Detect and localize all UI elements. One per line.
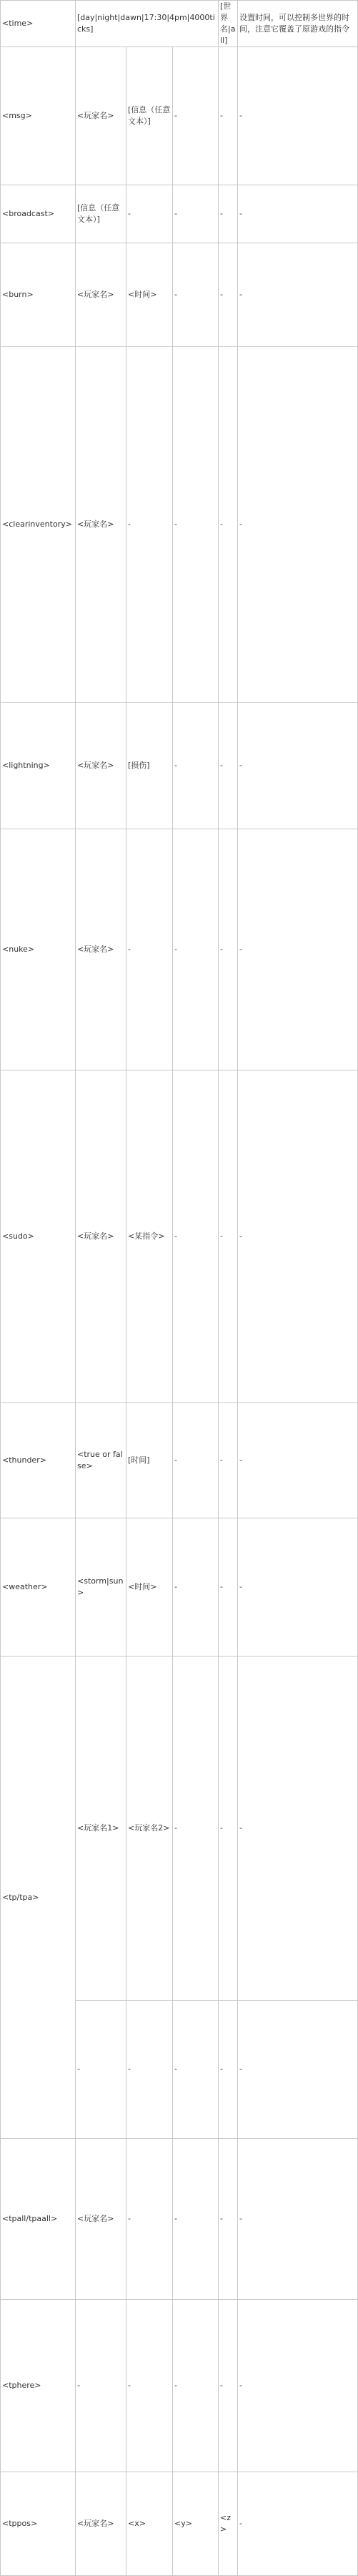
arg-cell: - bbox=[173, 1657, 219, 2001]
arg-cell: - bbox=[238, 1070, 358, 1403]
arg-cell: <x> bbox=[126, 2472, 173, 2576]
command-cell: <tppos> bbox=[1, 2472, 76, 2576]
arg-cell: <true or false> bbox=[76, 1403, 126, 1518]
table-row bbox=[1, 1518, 358, 1657]
description-cell: 设置时间，可以控制多世界的时间，注意它覆盖了原游戏的指令 bbox=[238, 1, 358, 47]
arg-cell: <z> bbox=[219, 2472, 238, 2576]
arg-cell: <玩家名> bbox=[76, 347, 126, 703]
arg-cell: [损伤] bbox=[126, 703, 173, 829]
table-row bbox=[1, 347, 358, 703]
arg-cell: - bbox=[219, 1070, 238, 1403]
arg-cell: <玩家名> bbox=[76, 1070, 126, 1403]
command-cell: <time> bbox=[1, 1, 76, 47]
arg-cell: - bbox=[238, 1403, 358, 1518]
arg-cell: - bbox=[173, 2001, 219, 2139]
arg-cell: - bbox=[238, 2139, 358, 2300]
arg-cell: [day|night|dawn|17:30|4pm|4000ticks] bbox=[76, 1, 219, 47]
arg-cell: - bbox=[219, 2300, 238, 2472]
arg-cell: - bbox=[219, 1403, 238, 1518]
table-row bbox=[1, 1403, 358, 1518]
command-cell: <weather> bbox=[1, 1518, 76, 1657]
table-row bbox=[1, 1070, 358, 1403]
arg-cell: - bbox=[126, 185, 173, 243]
arg-cell: - bbox=[238, 347, 358, 703]
command-cell: <broadcast> bbox=[1, 185, 76, 243]
arg-cell: - bbox=[219, 347, 238, 703]
arg-cell: - bbox=[173, 243, 219, 347]
table-row bbox=[1, 2300, 358, 2472]
arg-cell: <时间> bbox=[126, 1518, 173, 1657]
command-cell: <tphere> bbox=[1, 2300, 76, 2472]
arg-cell: <y> bbox=[173, 2472, 219, 2576]
arg-cell: - bbox=[173, 2139, 219, 2300]
arg-cell: <玩家名> bbox=[76, 829, 126, 1070]
arg-cell: - bbox=[173, 1518, 219, 1657]
arg-cell: - bbox=[238, 829, 358, 1070]
arg-cell: <玩家名> bbox=[76, 2472, 126, 2576]
arg-cell: - bbox=[219, 2139, 238, 2300]
command-cell: <lightning> bbox=[1, 703, 76, 829]
arg-cell: - bbox=[238, 243, 358, 347]
arg-cell: <时间> bbox=[126, 243, 173, 347]
arg-cell: - bbox=[219, 47, 238, 185]
arg-cell: - bbox=[76, 2300, 126, 2472]
table-row bbox=[1, 1657, 358, 2001]
arg-cell: - bbox=[238, 2472, 358, 2576]
arg-cell: - bbox=[238, 1518, 358, 1657]
arg-cell: <storm|sun> bbox=[76, 1518, 126, 1657]
arg-cell: - bbox=[173, 829, 219, 1070]
arg-cell: - bbox=[238, 703, 358, 829]
arg-cell: <玩家名> bbox=[76, 703, 126, 829]
arg-cell: - bbox=[219, 703, 238, 829]
arg-cell: <玩家名1> bbox=[76, 1657, 126, 2001]
command-cell: <burn> bbox=[1, 243, 76, 347]
command-cell: <tp/tpa> bbox=[1, 1657, 76, 2139]
command-cell: <msg> bbox=[1, 47, 76, 185]
arg-cell: - bbox=[173, 1403, 219, 1518]
command-cell: <thunder> bbox=[1, 1403, 76, 1518]
arg-cell: [信息（任意文本）] bbox=[126, 47, 173, 185]
arg-cell: - bbox=[173, 185, 219, 243]
table-row bbox=[1, 2472, 358, 2576]
arg-cell: - bbox=[126, 2139, 173, 2300]
arg-cell: - bbox=[219, 243, 238, 347]
arg-cell: - bbox=[126, 2300, 173, 2472]
table-row bbox=[1, 185, 358, 243]
table-row bbox=[1, 703, 358, 829]
arg-cell: [世界名|all] bbox=[219, 1, 238, 47]
command-cell: <sudo> bbox=[1, 1070, 76, 1403]
table-row bbox=[1, 243, 358, 347]
table-row bbox=[1, 1, 358, 47]
arg-cell: - bbox=[219, 2001, 238, 2139]
arg-cell: - bbox=[76, 2001, 126, 2139]
table-row bbox=[1, 829, 358, 1070]
arg-cell: - bbox=[173, 47, 219, 185]
arg-cell: - bbox=[126, 829, 173, 1070]
arg-cell: - bbox=[238, 47, 358, 185]
arg-cell: - bbox=[219, 829, 238, 1070]
arg-cell: - bbox=[238, 2300, 358, 2472]
arg-cell: - bbox=[238, 185, 358, 243]
arg-cell: - bbox=[238, 1657, 358, 2001]
command-cell: <tpall/tpaall> bbox=[1, 2139, 76, 2300]
arg-cell: - bbox=[173, 2300, 219, 2472]
arg-cell: - bbox=[173, 703, 219, 829]
arg-cell: <玩家名> bbox=[76, 2139, 126, 2300]
arg-cell: <玩家名> bbox=[76, 47, 126, 185]
arg-cell: - bbox=[238, 2001, 358, 2139]
table-row bbox=[1, 2139, 358, 2300]
arg-cell: - bbox=[126, 347, 173, 703]
arg-cell: <玩家名> bbox=[76, 243, 126, 347]
arg-cell: [信息（任意文本）] bbox=[76, 185, 126, 243]
arg-cell: - bbox=[219, 185, 238, 243]
arg-cell: <玩家名2> bbox=[126, 1657, 173, 2001]
arg-cell: [时间] bbox=[126, 1403, 173, 1518]
arg-cell: - bbox=[219, 1518, 238, 1657]
arg-cell: - bbox=[219, 1657, 238, 2001]
command-cell: <clearinventory> bbox=[1, 347, 76, 703]
arg-cell: - bbox=[173, 1070, 219, 1403]
arg-cell: - bbox=[173, 347, 219, 703]
table-row bbox=[1, 47, 358, 185]
command-cell: <nuke> bbox=[1, 829, 76, 1070]
arg-cell: - bbox=[126, 2001, 173, 2139]
arg-cell: <某指令> bbox=[126, 1070, 173, 1403]
